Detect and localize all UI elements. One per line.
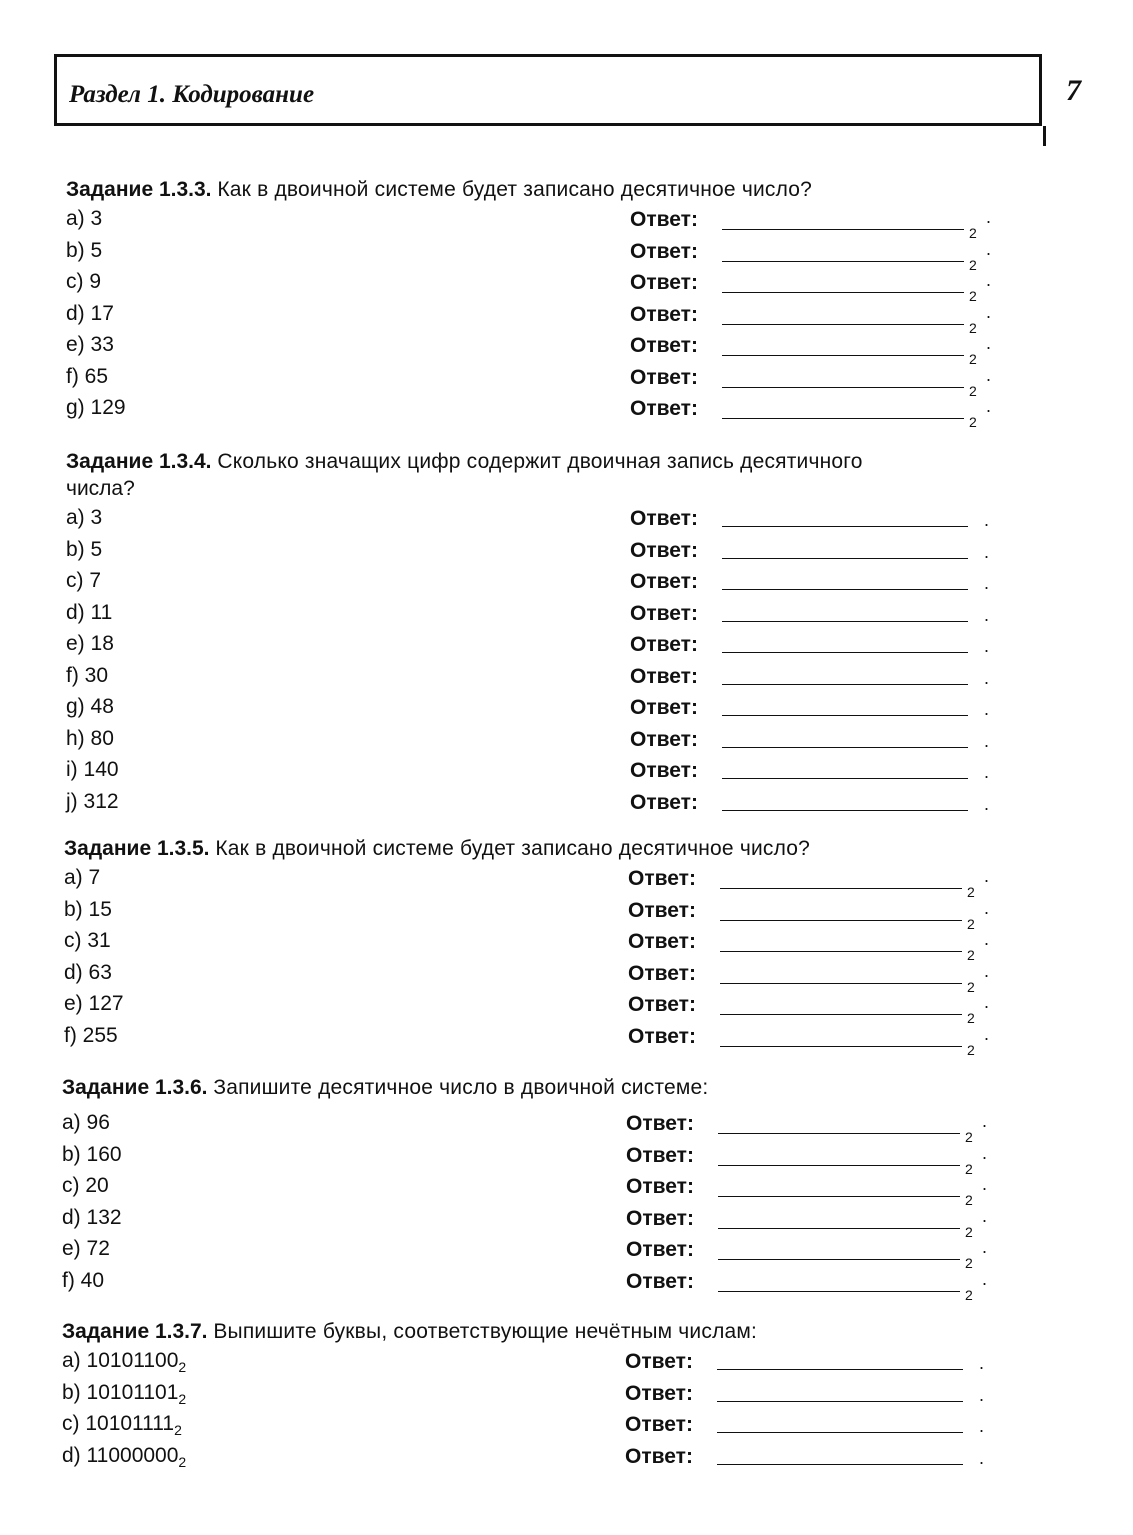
task-heading [62,1074,1062,1101]
task-item [66,300,1066,336]
answer-label: Ответ: [625,1350,693,1373]
item-letter: c) [62,1174,80,1197]
answer-label: Ответ: [628,867,696,890]
answer-input-line[interactable] [718,1228,960,1229]
item-label [62,1412,182,1438]
answer-label: Ответ: [630,727,698,751]
item-label [66,758,119,782]
item-label [62,1174,109,1198]
answer-input-line[interactable] [720,983,962,984]
answer-base-subscript: 2 [967,1041,975,1058]
answer-input-line[interactable] [722,324,964,325]
task-number: Задание 1.3.6. [62,1076,208,1099]
item-value: 80 [90,726,114,750]
answer-base-subscript: 2 [965,1223,973,1240]
item-value: 3 [90,506,103,529]
item-label [64,866,100,890]
item-label [66,601,112,625]
item-label [62,1381,186,1407]
item-value: 31 [87,929,111,952]
answer-period: . [984,510,990,530]
item-value: 65 [84,364,109,388]
item-value: 7 [88,866,101,889]
item-letter: f) [66,364,79,388]
item-letter: f) [66,663,79,687]
item-letter: c) [66,270,84,293]
item-value: 129 [90,396,126,419]
item-letter: d) [66,600,85,624]
answer-label: Ответ: [630,365,698,389]
answer-label: Ответ: [630,302,698,326]
item-letter: b) [62,1380,81,1404]
item-label [64,961,112,985]
answer-label: Ответ: [626,1269,694,1293]
answer-label: Ответ: [626,1238,694,1261]
task-heading [66,176,1066,203]
item-label [66,632,114,656]
task-item [66,237,1066,273]
task-item [62,1347,1062,1379]
task-item [64,896,1064,932]
task-text-continued: числа? [66,477,135,500]
item-letter: a) [64,866,83,889]
item-label [62,1143,122,1167]
answer-input-line[interactable] [722,292,964,293]
answer-input-line[interactable] [717,1401,963,1402]
answer-label: Ответ: [630,664,698,688]
answer-label: Ответ: [630,208,698,231]
answer-input-line[interactable] [720,920,962,921]
answer-input-line[interactable] [722,526,968,527]
item-value: 160 [86,1142,122,1166]
item-value: 5 [90,537,103,561]
answer-input-line[interactable] [720,888,962,889]
answer-input-line[interactable] [718,1133,960,1134]
item-value-base: 2 [178,1390,187,1407]
task-items [66,205,1066,430]
answer-period: . [979,1384,985,1405]
answer-period: . [984,573,990,593]
answer-period: . [986,396,992,416]
item-value: 11 [90,600,113,624]
answer-input-line[interactable] [717,1369,963,1370]
task-section [62,1318,1062,1473]
answer-period: . [984,897,990,918]
item-value: 10101111 [85,1412,175,1435]
answer-label: Ответ: [630,601,698,625]
item-value-base: 2 [178,1359,187,1376]
answer-period: . [984,541,990,562]
task-number: Задание 1.3.5. [64,837,210,860]
answer-base-subscript: 2 [969,288,977,304]
item-value: 10101101 [86,1380,179,1404]
answer-label: Ответ: [628,993,696,1016]
task-item [66,662,1066,694]
item-value: 40 [80,1268,105,1292]
item-label [66,727,114,751]
task-number: Задание 1.3.4. [66,450,212,473]
item-letter: b) [64,897,83,921]
answer-period: . [984,636,990,656]
item-letter: b) [66,537,85,561]
item-letter: d) [62,1443,81,1467]
item-letter: d) [66,301,85,325]
item-label [62,1237,110,1261]
item-letter: f) [64,1023,77,1047]
item-letter: d) [62,1205,81,1229]
answer-period: . [982,1111,988,1131]
answer-label: Ответ: [630,397,698,420]
item-value: 132 [86,1205,122,1229]
answer-input-line[interactable] [722,229,964,230]
task-item [66,630,1066,662]
item-value: 18 [90,632,114,655]
task-items [62,1347,1062,1473]
answer-base-subscript: 2 [969,414,977,430]
item-letter: g) [66,695,85,718]
item-letter: e) [64,992,83,1015]
answer-base-subscript: 2 [969,382,977,399]
answer-input-line[interactable] [720,1046,962,1047]
answer-input-line[interactable] [722,387,964,388]
task-section [66,176,1066,430]
answer-label: Ответ: [626,1112,694,1135]
answer-input-line[interactable] [722,261,964,262]
item-value-base: 2 [174,1422,182,1439]
task-heading [64,835,1064,862]
answer-period: . [984,1023,990,1044]
answer-input-line[interactable] [722,558,968,559]
answer-label: Ответ: [630,633,698,656]
item-value: 7 [89,569,102,592]
task-number: Задание 1.3.7. [62,1320,208,1343]
task-items [66,504,1066,819]
answer-base-subscript: 2 [965,1286,973,1303]
item-label [64,1024,118,1048]
answer-input-line[interactable] [722,355,964,356]
task-item [66,599,1066,631]
item-label [66,333,114,357]
item-letter: e) [66,632,85,655]
item-letter: j) [66,789,78,813]
answer-label: Ответ: [630,507,698,530]
task-section [66,448,1066,819]
answer-period: . [986,270,992,290]
task-item [64,927,1064,963]
item-letter: a) [66,207,85,230]
item-label [66,569,101,593]
answer-input-line[interactable] [720,1014,962,1015]
answer-label: Ответ: [630,759,698,782]
answer-label: Ответ: [628,930,696,953]
answer-label: Ответ: [630,271,698,294]
task-text: Сколько значащих цифр содержит двоичная запись десятичного [217,450,863,473]
answer-input-line[interactable] [720,951,962,952]
task-item [62,1379,1062,1411]
item-label [66,695,114,719]
answer-label: Ответ: [628,898,696,922]
item-value: 255 [82,1023,118,1047]
item-label [64,929,111,953]
answer-base-subscript: 2 [969,225,977,241]
item-label [66,270,101,294]
item-letter: a) [62,1349,81,1372]
task-section [62,1074,1062,1303]
item-value: 140 [83,758,119,781]
answer-base-subscript: 2 [969,256,977,273]
item-label [64,898,112,922]
task-text: Выпишите буквы, соответствующие нечётным числам: [213,1320,758,1343]
item-value: 17 [90,301,114,325]
item-value: 312 [83,789,119,813]
task-item [66,788,1066,820]
answer-period: . [986,364,992,385]
answer-base-subscript: 2 [969,351,977,367]
answer-input-line[interactable] [718,1196,960,1197]
task-item [66,331,1066,367]
task-item [66,725,1066,757]
answer-base-subscript: 2 [969,319,977,336]
item-letter: c) [66,569,84,592]
item-label [62,1111,110,1135]
task-item [66,504,1066,536]
answer-period: . [984,730,990,751]
task-item [66,536,1066,568]
answer-input-line[interactable] [722,652,968,653]
answer-period: . [984,762,990,782]
section-header-box [54,54,1042,126]
item-letter: c) [62,1412,80,1435]
item-label [62,1269,104,1293]
answer-input-line[interactable] [722,589,968,590]
task-item [66,693,1066,725]
item-value: 33 [90,333,114,356]
task-item [64,990,1064,1026]
answer-input-line[interactable] [722,715,968,716]
answer-period: . [984,793,990,814]
task-item [62,1109,1062,1145]
task-text: Как в двоичной системе будет записано десятичное число? [215,837,811,860]
answer-input-line[interactable] [722,810,968,811]
task-item [66,756,1066,788]
answer-period: . [984,667,990,688]
answer-label: Ответ: [630,696,698,719]
task-heading [66,448,1066,475]
item-letter: a) [62,1111,81,1134]
task-item [64,1022,1064,1058]
task-item [66,394,1066,430]
answer-label: Ответ: [625,1413,693,1436]
answer-period: . [984,929,990,949]
answer-label: Ответ: [626,1143,694,1167]
item-value: 5 [90,238,103,262]
task-item [66,567,1066,599]
item-value: 15 [88,897,112,921]
task-section [64,835,1064,1058]
section-title: Раздел 1. Кодирование [69,81,315,108]
item-letter: h) [66,726,85,750]
answer-period: . [984,604,990,625]
task-items [64,864,1064,1058]
answer-input-line[interactable] [718,1165,960,1166]
task-items [62,1109,1062,1303]
answer-input-line[interactable] [718,1291,960,1292]
item-label [66,664,108,688]
answer-base-subscript: 2 [965,1192,973,1208]
item-value: 3 [90,207,103,230]
answer-base-subscript: 2 [967,1010,975,1026]
answer-base-subscript: 2 [965,1160,973,1177]
item-value: 20 [85,1174,109,1197]
task-item [62,1141,1062,1177]
task-item [64,864,1064,900]
answer-base-subscript: 2 [967,884,975,900]
answer-label: Ответ: [630,334,698,357]
answer-period: . [979,1416,985,1436]
task-item [66,268,1066,304]
item-label [64,992,124,1016]
task-item [62,1204,1062,1240]
task-item [64,959,1064,995]
item-label [66,396,126,420]
item-value: 96 [86,1111,110,1134]
task-item [62,1235,1062,1271]
item-label [66,506,102,530]
answer-period: . [982,1268,988,1289]
task-number: Задание 1.3.3. [66,178,212,201]
answer-input-line[interactable] [717,1432,963,1433]
task-text: Запишите десятичное число в двоичной системе: [213,1076,709,1099]
item-letter: i) [66,758,78,781]
answer-label: Ответ: [626,1206,694,1230]
task-item [66,363,1066,399]
answer-input-line[interactable] [722,684,968,685]
answer-label: Ответ: [630,239,698,263]
answer-input-line[interactable] [717,1464,963,1465]
task-text: Как в двоичной системе будет записано десятичное число? [217,178,813,201]
item-label [66,790,119,814]
answer-period: . [979,1447,985,1468]
item-letter: e) [66,333,85,356]
answer-input-line[interactable] [722,747,968,748]
item-label [62,1349,186,1375]
answer-label: Ответ: [626,1175,694,1198]
item-label [66,538,102,562]
item-label [66,239,102,263]
answer-period: . [982,1205,988,1226]
answer-label: Ответ: [628,1024,696,1048]
answer-base-subscript: 2 [967,947,975,963]
page-number: 7 [1066,74,1081,107]
item-label [66,365,108,389]
answer-label: Ответ: [630,570,698,593]
answer-period: . [984,866,990,886]
answer-input-line[interactable] [722,621,968,622]
answer-period: . [982,1237,988,1257]
answer-label: Ответ: [625,1381,693,1405]
answer-base-subscript: 2 [967,978,975,995]
item-value-base: 2 [178,1453,187,1470]
answer-input-line[interactable] [718,1259,960,1260]
answer-period: . [979,1353,985,1373]
answer-period: . [982,1142,988,1163]
task-item [66,205,1066,241]
answer-input-line[interactable] [722,778,968,779]
task-item [62,1442,1062,1474]
answer-period: . [984,992,990,1012]
answer-period: . [986,301,992,322]
answer-label: Ответ: [625,1444,693,1468]
item-value: 127 [88,992,124,1015]
item-label [62,1444,186,1470]
item-value: 10101100 [86,1349,179,1372]
item-value: 63 [88,960,112,984]
answer-period: . [986,207,992,227]
item-value: 9 [89,270,102,293]
item-value: 30 [84,663,109,687]
answer-label: Ответ: [630,538,698,562]
answer-period: . [986,238,992,259]
item-label [66,207,102,231]
answer-base-subscript: 2 [965,1129,973,1145]
answer-period: . [982,1174,988,1194]
task-heading [62,1318,1062,1345]
answer-base-subscript: 2 [967,915,975,932]
item-label [66,302,114,326]
answer-period: . [986,333,992,353]
header-side-mark [1043,126,1046,146]
item-label [62,1206,122,1230]
item-letter: a) [66,506,85,529]
task-item [62,1410,1062,1442]
item-value: 72 [86,1237,110,1260]
answer-input-line[interactable] [722,418,964,419]
item-letter: g) [66,396,85,419]
item-letter: c) [64,929,82,952]
item-letter: d) [64,960,83,984]
answer-period: . [984,960,990,981]
item-letter: e) [62,1237,81,1260]
item-letter: f) [62,1268,75,1292]
answer-base-subscript: 2 [965,1255,973,1271]
item-letter: b) [62,1142,81,1166]
answer-label: Ответ: [628,961,696,985]
item-letter: b) [66,238,85,262]
task-item [62,1172,1062,1208]
item-value: 11000000 [86,1443,179,1467]
answer-period: . [984,699,990,719]
item-value: 48 [90,695,114,718]
task-item [62,1267,1062,1303]
answer-label: Ответ: [630,790,698,814]
